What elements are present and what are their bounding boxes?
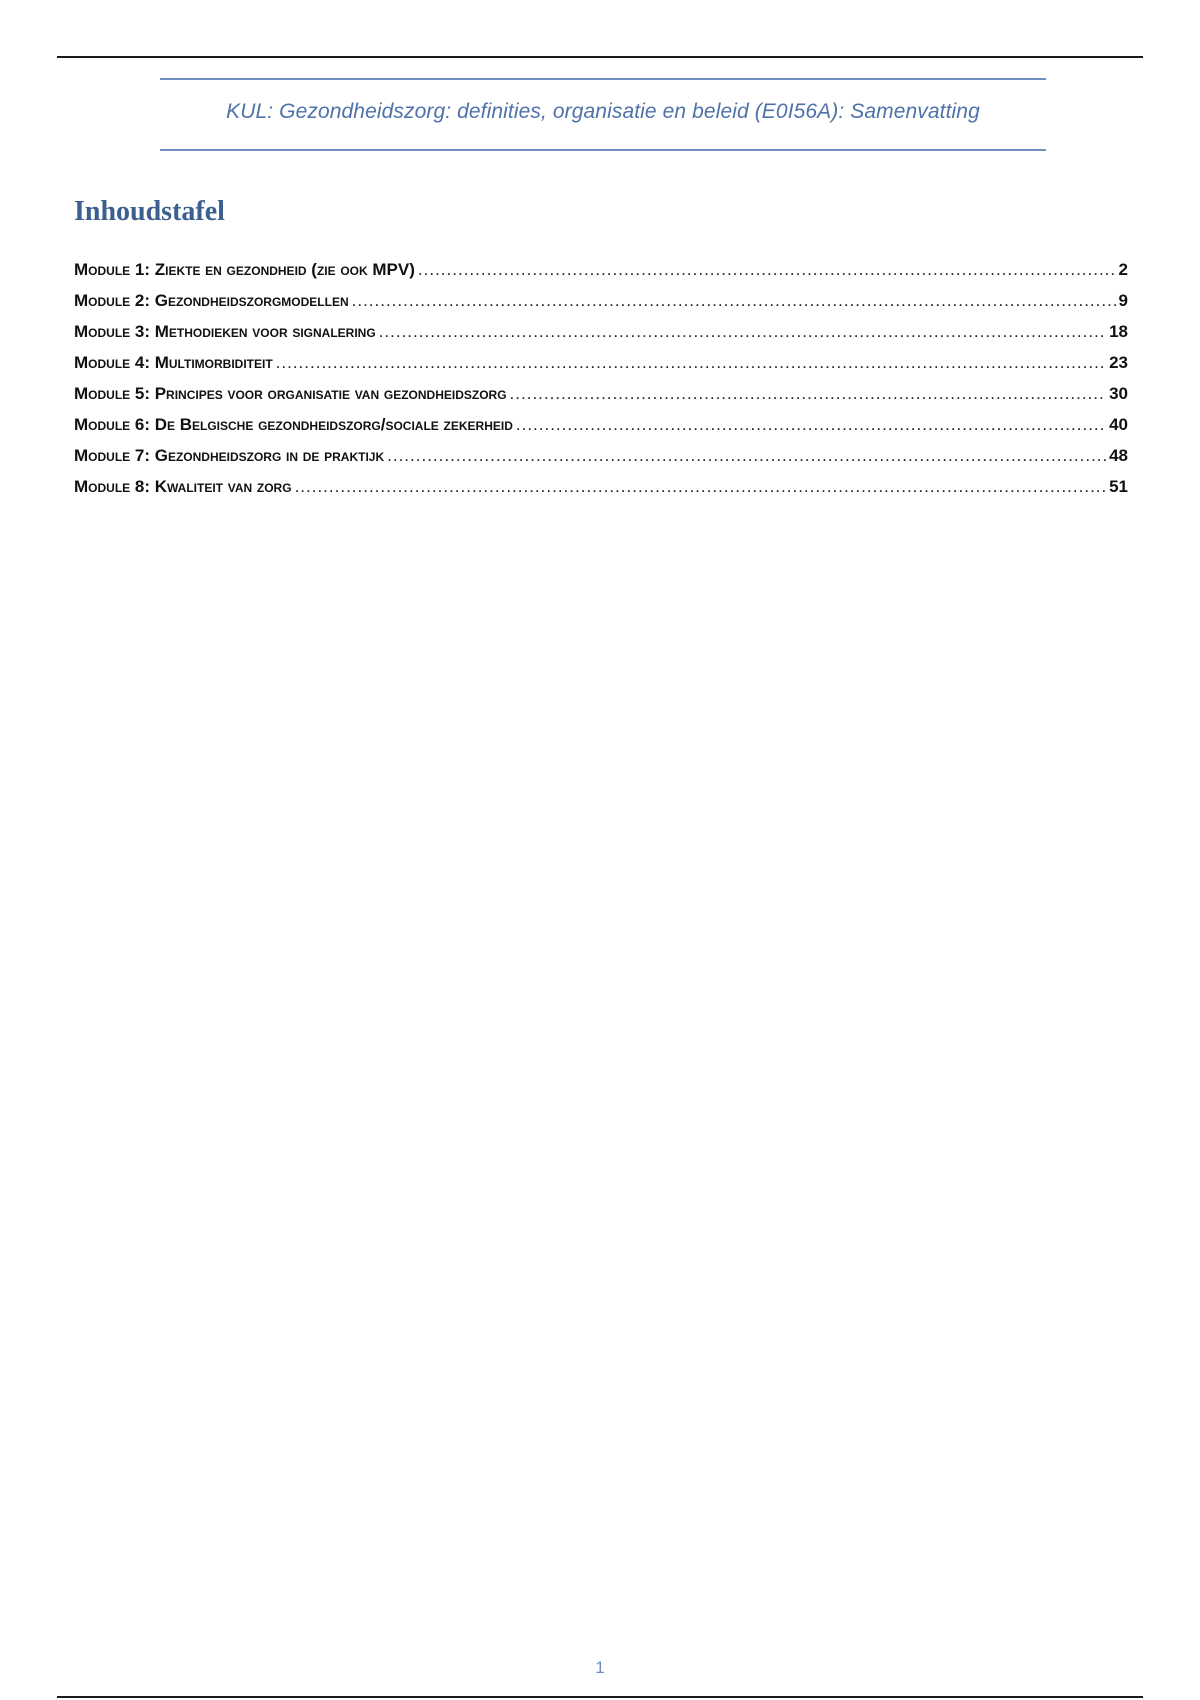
toc-heading: Inhoudstafel — [74, 196, 225, 227]
toc-entry-module-1[interactable] — [74, 260, 1128, 291]
toc-entry-label: Module 7: Gezondheidszorg in de praktijk — [74, 446, 385, 465]
toc-leader-dots — [510, 384, 1107, 404]
toc-entry-module-6[interactable] — [74, 415, 1128, 446]
page-top-rule — [57, 56, 1143, 58]
header-rule-bottom — [160, 149, 1046, 151]
toc-entry-page: 2 — [1118, 260, 1128, 279]
page-number: 1 — [595, 1658, 605, 1677]
toc-entry-page: 30 — [1109, 384, 1128, 403]
toc-entry-module-8[interactable] — [74, 477, 1128, 508]
toc-entry-module-7[interactable] — [74, 446, 1128, 477]
toc-entry-module-3[interactable] — [74, 322, 1128, 353]
toc-entry-label: Module 1: Ziekte en gezondheid (zie ook MPV) — [74, 260, 415, 279]
toc-entry-label: Module 3: Methodieken voor signalering — [74, 322, 376, 341]
toc-entry-label: Module 5: Principes voor organisatie van gezondheidszorg — [74, 384, 507, 403]
toc-entry-page: 51 — [1109, 477, 1128, 496]
toc-entry-label: Module 2: Gezondheidszorgmodellen — [74, 291, 349, 310]
toc-entry-label: Module 4: Multimorbiditeit — [74, 353, 273, 372]
toc-entry-page: 23 — [1109, 353, 1128, 372]
toc-leader-dots — [295, 477, 1107, 497]
toc-entry-label: Module 8: Kwaliteit van zorg — [74, 477, 292, 496]
document-title: KUL: Gezondheidszorg: definities, organisatie en beleid (E0I56A): Samenvatting — [226, 100, 980, 123]
toc-entry-page: 40 — [1109, 415, 1128, 434]
toc-entry-page: 48 — [1109, 446, 1128, 465]
toc-entry-module-4[interactable] — [74, 353, 1128, 384]
header-rule-top — [160, 78, 1046, 80]
toc-leader-dots — [516, 415, 1106, 435]
toc-leader-dots — [352, 291, 1116, 311]
toc-leader-dots — [418, 260, 1116, 280]
toc-entry-page: 9 — [1118, 291, 1128, 310]
toc-leader-dots — [387, 446, 1106, 466]
toc-entry-page: 18 — [1109, 322, 1128, 341]
document-header — [160, 78, 1046, 150]
toc-leader-dots — [276, 353, 1106, 373]
toc-entry-label: Module 6: De Belgische gezondheidszorg/sociale zekerheid — [74, 415, 513, 434]
toc-leader-dots — [379, 322, 1106, 342]
toc-entry-module-5[interactable] — [74, 384, 1128, 415]
table-of-contents — [74, 260, 1128, 508]
toc-entry-module-2[interactable] — [74, 291, 1128, 322]
page-bottom-rule — [57, 1696, 1143, 1698]
